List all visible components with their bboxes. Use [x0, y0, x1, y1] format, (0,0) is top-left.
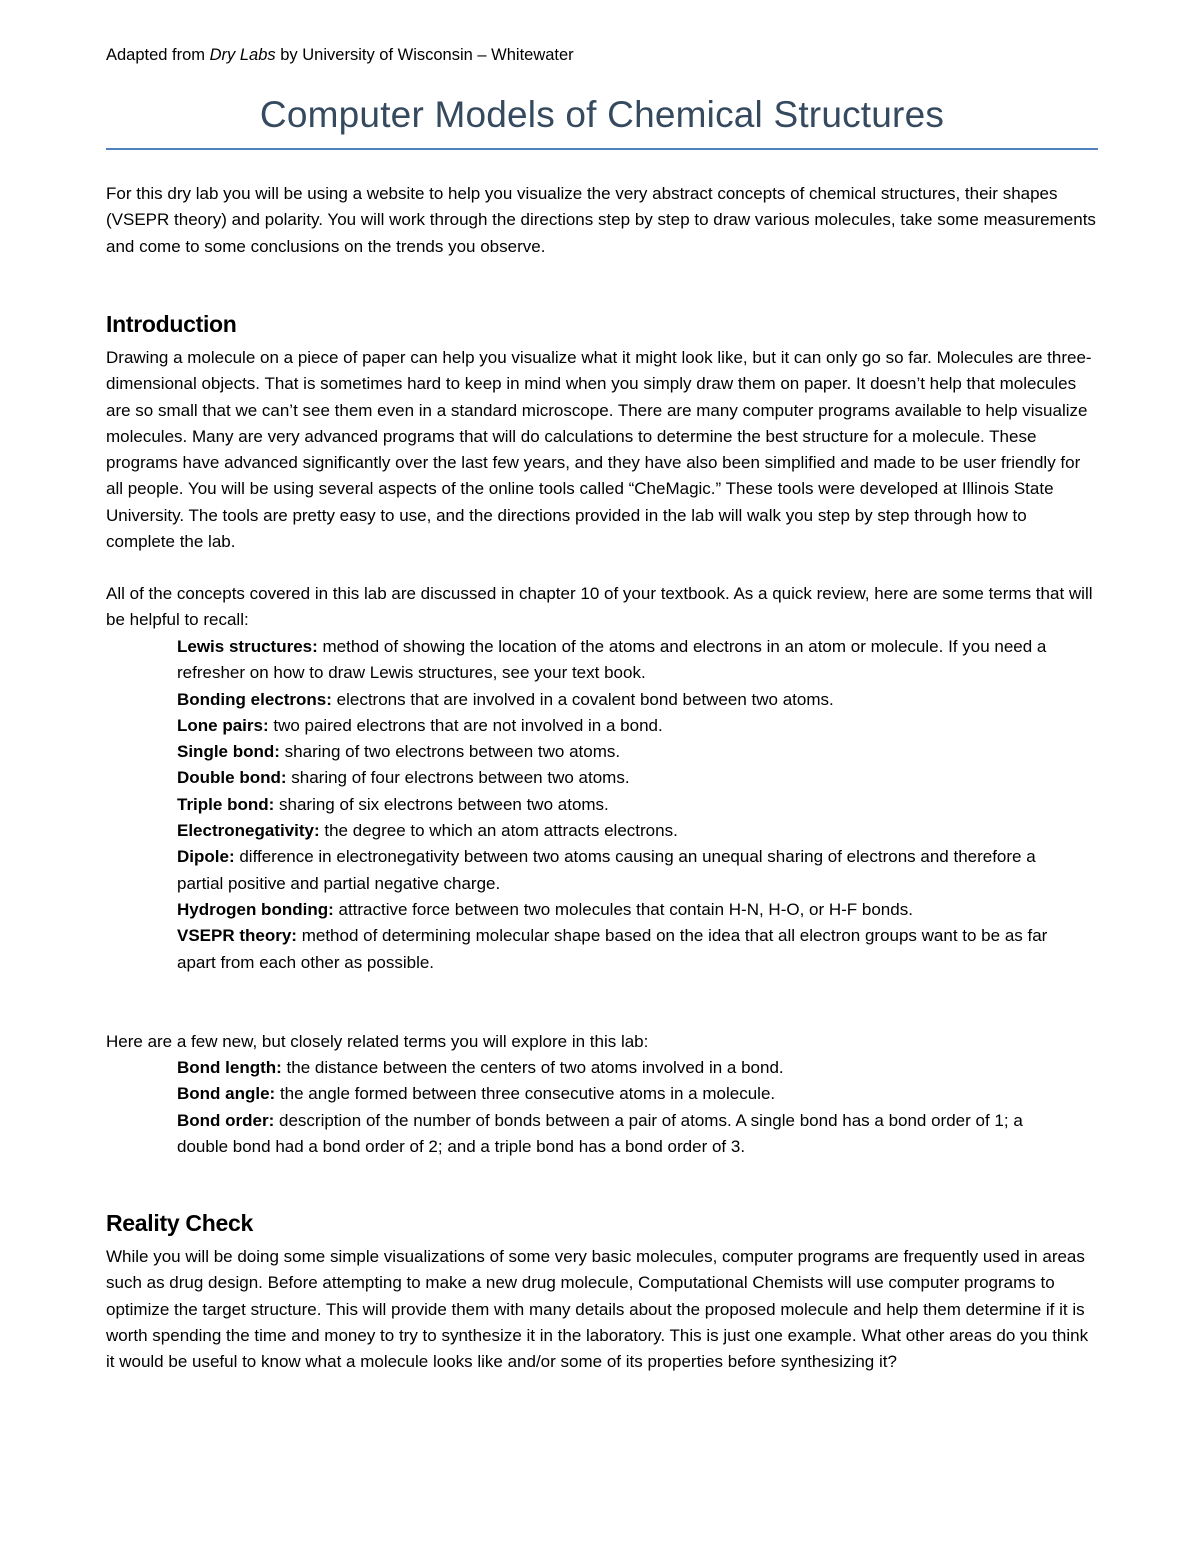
term-name: Double bond:	[177, 768, 287, 788]
document-title: Computer Models of Chemical Structures	[259, 94, 945, 135]
term-name: Dipole:	[177, 847, 235, 867]
term-definition: the distance between the centers of two atoms involved in a bond.	[281, 1058, 784, 1077]
new-terms-list	[177, 1055, 1077, 1160]
attribution-source-title: Dry Labs	[209, 46, 276, 64]
term-item	[177, 818, 1077, 844]
term-definition: attractive force between two molecules that contain H-N, H-O, or H-F bonds.	[333, 899, 913, 919]
term-definition: method of determining molecular shape based on the idea that all electron groups want to be as far apart from each other as possible.	[177, 926, 1048, 972]
term-definition: electrons that are involved in a covalent bond between two atoms.	[331, 689, 834, 709]
term-name: Single bond:	[177, 742, 280, 762]
title-underline	[106, 148, 1098, 150]
introduction-paragraph-1: Drawing a molecule on a piece of paper can help you visualize what it might look like, but it can only go so far. Molecules are three-dimensional objects. That is sometimes hard to keep in mind when you simply draw them on paper. It doesn’t help that molecules are so small that we can’t see them even in a standard microscope. There are many computer programs available to help visualize molecules. Many are very advanced programs that will do calculations to determine the best structure for a molecule. These programs have advanced significantly over the last few years, and they have also been simplified and made to be user friendly for all people. You will be using several aspects of the online tools called “CheMagic.” These tools were developed at Illinois State University. The tools are pretty easy to use, and the directions provided in the lab will walk you step by step through how to complete the lab.	[106, 348, 1092, 552]
term-item	[177, 1055, 1077, 1081]
term-name: Bond length:	[177, 1058, 282, 1077]
source-attribution	[106, 46, 574, 65]
term-definition: sharing of four electrons between two atoms.	[286, 768, 630, 788]
reality-check-heading: Reality Check	[106, 1210, 253, 1236]
term-item	[177, 687, 1077, 713]
review-terms-list	[177, 634, 1077, 976]
term-name: Lewis structures:	[177, 637, 318, 656]
intro-paragraph: For this dry lab you will be using a website to help you visualize the very abstract concepts of chemical structures, their shapes (VSEPR theory) and polarity. You will work through the directions step by step to draw various molecules, take some measurements and come to some conclusions on the trends you observe.	[106, 184, 1096, 256]
term-definition: the angle formed between three consecutive atoms in a molecule.	[275, 1084, 776, 1104]
term-name: Bond angle:	[177, 1084, 276, 1104]
term-name: Bonding electrons:	[177, 689, 332, 709]
term-name: Triple bond:	[177, 794, 275, 814]
term-item	[177, 634, 1077, 687]
term-definition: method of showing the location of the atoms and electrons in an atom or molecule. If you need a refresher on how to draw Lewis structures, see your text book.	[177, 637, 1047, 683]
term-definition: sharing of six electrons between two atoms.	[274, 794, 609, 814]
attribution-suffix: by University of Wisconsin – Whitewater	[275, 46, 574, 64]
term-item	[177, 739, 1077, 765]
term-name: Hydrogen bonding:	[177, 899, 334, 919]
term-item	[177, 1081, 1077, 1107]
term-item	[177, 923, 1077, 976]
term-name: Electronegativity:	[177, 821, 320, 841]
introduction-heading: Introduction	[106, 311, 237, 337]
term-definition: the degree to which an atom attracts electrons.	[319, 821, 678, 841]
attribution-prefix: Adapted from	[106, 46, 210, 64]
term-name: Lone pairs:	[177, 715, 269, 735]
introduction-paragraph-2: All of the concepts covered in this lab are discussed in chapter 10 of your textbook. As a quick review, here are some terms that will be helpful to recall:	[106, 584, 1093, 630]
term-definition: description of the number of bonds between a pair of atoms. A single bond has a bond order of 1; a double bond had a bond order of 2; and a triple bond has a bond order of 3.	[177, 1110, 1023, 1156]
term-name: Bond order:	[177, 1110, 275, 1130]
term-item	[177, 897, 1077, 923]
term-item	[177, 792, 1077, 818]
reality-check-paragraph: While you will be doing some simple visualizations of some very basic molecules, computer programs are frequently used in areas such as drug design. Before attempting to make a new drug molecule, Computational Chemists will use computer programs to optimize the target structure. This will provide them with many details about the proposed molecule and help them determine if it is worth spending the time and money to try to synthesize it in the laboratory. This is just one example. What other areas do you think it would be useful to know what a molecule looks like and/or some of its properties before synthesizing it?	[106, 1247, 1089, 1372]
term-definition: sharing of two electrons between two atoms.	[279, 742, 621, 762]
introduction-paragraph-3: Here are a few new, but closely related terms you will explore in this lab:	[106, 1032, 649, 1051]
term-definition: two paired electrons that are not involved in a bond.	[268, 715, 663, 735]
term-definition: difference in electronegativity between two atoms causing an unequal sharing of electrons and therefore a partial positive and partial negative charge.	[177, 847, 1036, 893]
term-name: VSEPR theory:	[177, 926, 297, 946]
term-item	[177, 844, 1077, 897]
term-item	[177, 765, 1077, 791]
term-item	[177, 713, 1077, 739]
term-item	[177, 1108, 1077, 1161]
